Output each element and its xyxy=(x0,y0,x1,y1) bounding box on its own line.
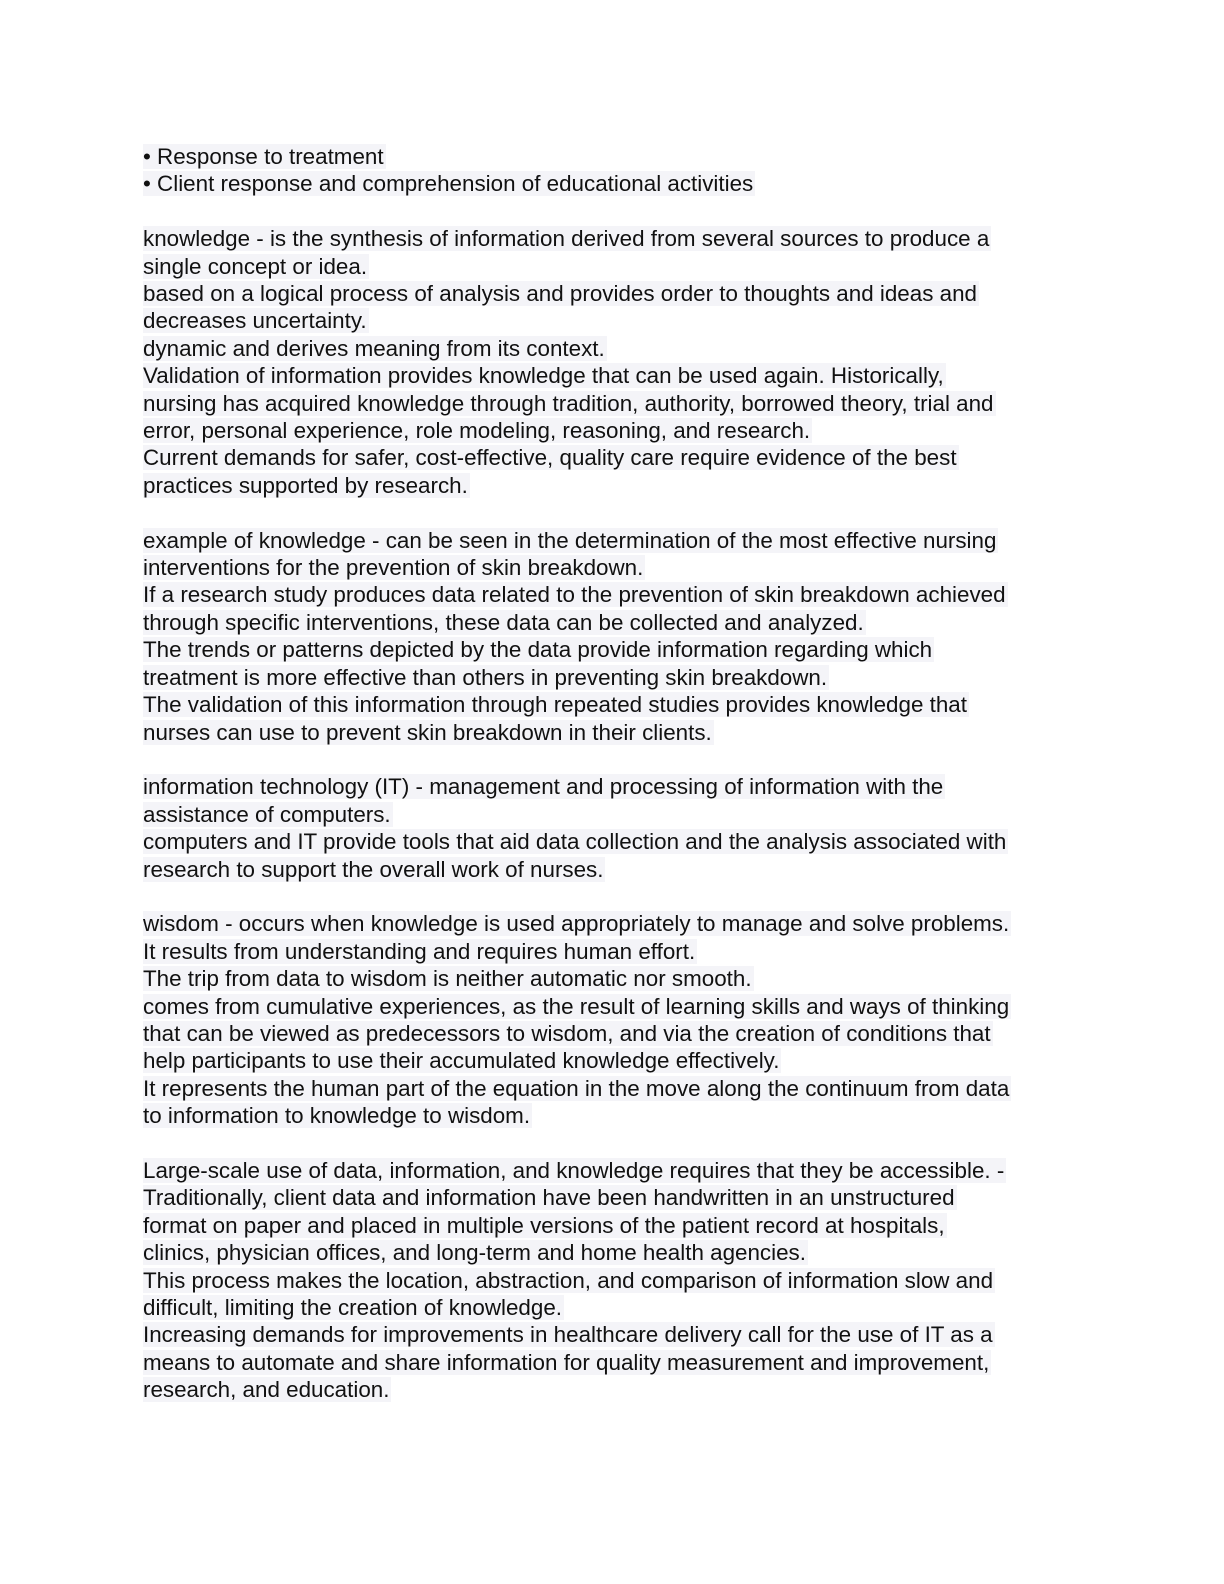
text-line-content: research, and education. xyxy=(143,1377,390,1403)
text-line-content: based on a logical process of analysis and provides order to thoughts and ideas and xyxy=(143,281,977,307)
text-line-content: It represents the human part of the equation in the move along the continuum from data xyxy=(143,1075,1010,1101)
text-line xyxy=(143,938,1103,965)
text-line xyxy=(143,1212,1103,1239)
text-line xyxy=(143,910,1103,937)
text-line xyxy=(143,664,1103,691)
text-line xyxy=(143,170,1103,197)
text-line xyxy=(143,280,1103,307)
text-line-content: interventions for the prevention of skin breakdown. xyxy=(143,555,644,581)
text-line xyxy=(143,1184,1103,1211)
text-line xyxy=(143,636,1103,663)
text-line xyxy=(143,253,1103,280)
text-line-content: knowledge - is the synthesis of information derived from several sources to produce a xyxy=(143,226,990,252)
text-line xyxy=(143,691,1103,718)
text-line xyxy=(143,1075,1103,1102)
text-line xyxy=(143,225,1103,252)
text-line xyxy=(143,1376,1103,1403)
paragraph-block xyxy=(143,1157,1103,1404)
text-line-content: practices supported by research. xyxy=(143,472,468,498)
text-line-content: format on paper and placed in multiple versions of the patient record at hospitals, xyxy=(143,1212,945,1238)
text-line xyxy=(143,417,1103,444)
paragraph-block xyxy=(143,225,1103,499)
text-line-content: treatment is more effective than others in preventing skin breakdown. xyxy=(143,664,828,690)
text-line xyxy=(143,1047,1103,1074)
text-line-content: example of knowledge - can be seen in the determination of the most effective nursing xyxy=(143,527,997,553)
text-line-content: means to automate and share information for quality measurement and improvement, xyxy=(143,1349,990,1375)
text-line xyxy=(143,1294,1103,1321)
text-line xyxy=(143,1020,1103,1047)
text-line xyxy=(143,335,1103,362)
text-line xyxy=(143,719,1103,746)
text-line-content: If a research study produces data related to the prevention of skin breakdown achieved xyxy=(143,582,1006,608)
text-line-content: research to support the overall work of nurses. xyxy=(143,856,604,882)
text-line-content: This process makes the location, abstraction, and comparison of information slow and xyxy=(143,1267,994,1293)
text-line-content: Traditionally, client data and information have been handwritten in an unstructured xyxy=(143,1185,955,1211)
text-line-content: information technology (IT) - management and processing of information with the xyxy=(143,774,944,800)
text-line-content: help participants to use their accumulated knowledge effectively. xyxy=(143,1048,780,1074)
text-line xyxy=(143,856,1103,883)
text-line-content: wisdom - occurs when knowledge is used appropriately to manage and solve problems. xyxy=(143,911,1010,937)
paragraph-block xyxy=(143,143,1103,198)
text-line-content: • Response to treatment xyxy=(143,144,384,169)
text-line-content: decreases uncertainty. xyxy=(143,308,367,334)
text-line xyxy=(143,554,1103,581)
text-line xyxy=(143,993,1103,1020)
text-line xyxy=(143,1349,1103,1376)
text-line xyxy=(143,965,1103,992)
text-line-content: • Client response and comprehension of educational activities xyxy=(143,171,754,197)
text-line xyxy=(143,390,1103,417)
text-line xyxy=(143,828,1103,855)
text-line-content: that can be viewed as predecessors to wisdom, and via the creation of conditions that xyxy=(143,1020,991,1046)
text-line xyxy=(143,1102,1103,1129)
text-line xyxy=(143,307,1103,334)
text-line-content: difficult, limiting the creation of knowledge. xyxy=(143,1294,563,1320)
text-line-content: It results from understanding and requires human effort. xyxy=(143,938,696,964)
text-line xyxy=(143,581,1103,608)
text-line-content: The trends or patterns depicted by the data provide information regarding which xyxy=(143,637,933,663)
text-line-content: single concept or idea. xyxy=(143,253,368,279)
text-line xyxy=(143,1267,1103,1294)
text-line xyxy=(143,1157,1103,1184)
text-line xyxy=(143,527,1103,554)
text-line-content: Large-scale use of data, information, and knowledge requires that they be accessible. - xyxy=(143,1157,1005,1183)
text-line xyxy=(143,143,1103,170)
text-line-content: through specific interventions, these data can be collected and analyzed. xyxy=(143,609,864,635)
text-line xyxy=(143,472,1103,499)
paragraph-block xyxy=(143,910,1103,1129)
text-line-content: to information to knowledge to wisdom. xyxy=(143,1103,531,1129)
paragraph-block xyxy=(143,527,1103,746)
text-line-content: error, personal experience, role modeling, reasoning, and research. xyxy=(143,418,811,444)
text-line xyxy=(143,1239,1103,1266)
text-line-content: clinics, physician offices, and long-term and home health agencies. xyxy=(143,1240,806,1266)
text-line xyxy=(143,362,1103,389)
text-line-content: The trip from data to wisdom is neither automatic nor smooth. xyxy=(143,966,752,992)
text-line-content: nurses can use to prevent skin breakdown in their clients. xyxy=(143,719,712,745)
text-line xyxy=(143,609,1103,636)
text-line-content: Validation of information provides knowledge that can be used again. Historically, xyxy=(143,363,944,389)
text-line xyxy=(143,1321,1103,1348)
text-line-content: Current demands for safer, cost-effective, quality care require evidence of the best xyxy=(143,445,957,471)
text-line-content: comes from cumulative experiences, as the result of learning skills and ways of thinking xyxy=(143,993,1010,1019)
text-line-content: nursing has acquired knowledge through tradition, authority, borrowed theory, trial and xyxy=(143,390,994,416)
text-line-content: assistance of computers. xyxy=(143,801,391,827)
text-line xyxy=(143,801,1103,828)
text-line-content: Increasing demands for improvements in healthcare delivery call for the use of IT as a xyxy=(143,1322,993,1348)
document-body xyxy=(143,143,1103,1431)
paragraph-block xyxy=(143,773,1103,883)
text-line-content: dynamic and derives meaning from its context. xyxy=(143,335,605,361)
text-line xyxy=(143,444,1103,471)
text-line-content: computers and IT provide tools that aid data collection and the analysis associated with xyxy=(143,829,1007,855)
text-line xyxy=(143,773,1103,800)
text-line-content: The validation of this information through repeated studies provides knowledge that xyxy=(143,692,967,718)
